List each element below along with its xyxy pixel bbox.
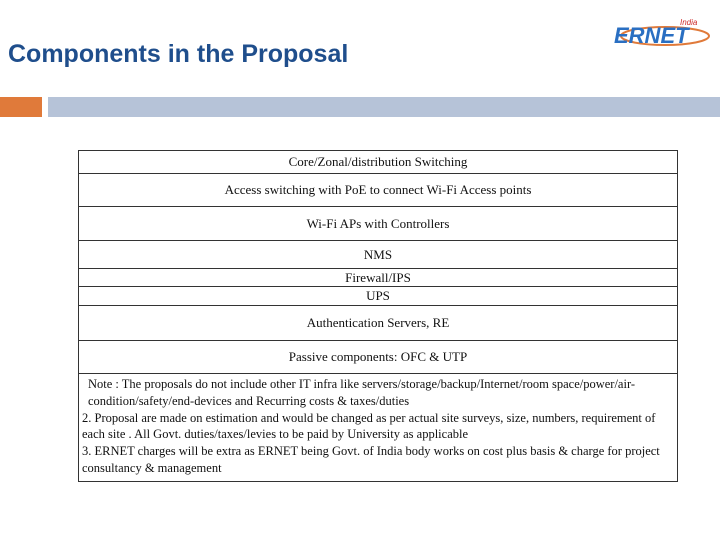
- component-cell: Core/Zonal/distribution Switching: [288, 154, 468, 169]
- note-cell: [79, 374, 677, 481]
- components-table: [78, 150, 678, 482]
- component-cell: Authentication Servers, RE: [306, 315, 450, 330]
- accent-bar-orange: [0, 97, 42, 117]
- table-row: [79, 287, 677, 306]
- table-row: [79, 151, 677, 174]
- table-row: [79, 241, 677, 269]
- accent-bar-blue: [48, 97, 720, 117]
- component-cell: Wi-Fi APs with Controllers: [306, 215, 450, 231]
- logo-text: ERNET: [614, 23, 689, 48]
- component-cell: Passive components: OFC & UTP: [288, 349, 468, 364]
- component-cell: Firewall/IPS: [345, 269, 411, 285]
- component-cell: Access switching with PoE to connect Wi-Fi Access points: [224, 182, 532, 197]
- ernet-logo: [610, 12, 712, 54]
- table-row: [79, 174, 677, 207]
- note-line-3: 3. ERNET charges will be extra as ERNET being Govt. of India body works on cost plus basis & charge for project consultancy & management: [82, 444, 660, 475]
- table-row: [79, 269, 677, 287]
- component-cell: UPS: [366, 288, 390, 303]
- slide-title: Components in the Proposal: [8, 40, 349, 68]
- table-row: [79, 207, 677, 241]
- component-cell: NMS: [363, 246, 393, 262]
- table-row: [79, 341, 677, 374]
- table-row: [79, 306, 677, 341]
- logo-subtext: India: [680, 18, 698, 27]
- note-line-2: 2. Proposal are made on estimation and would be changed as per actual site surveys, size, numbers, requirement of each site . All Govt. duties/taxes/levies to be paid by University as applicable: [82, 410, 656, 442]
- note-line-1: Note : The proposals do not include other IT infra like servers/storage/backup/Internet/room space/power/air-condition/safety/end-devices and Recurring costs & taxes/duties: [88, 377, 636, 408]
